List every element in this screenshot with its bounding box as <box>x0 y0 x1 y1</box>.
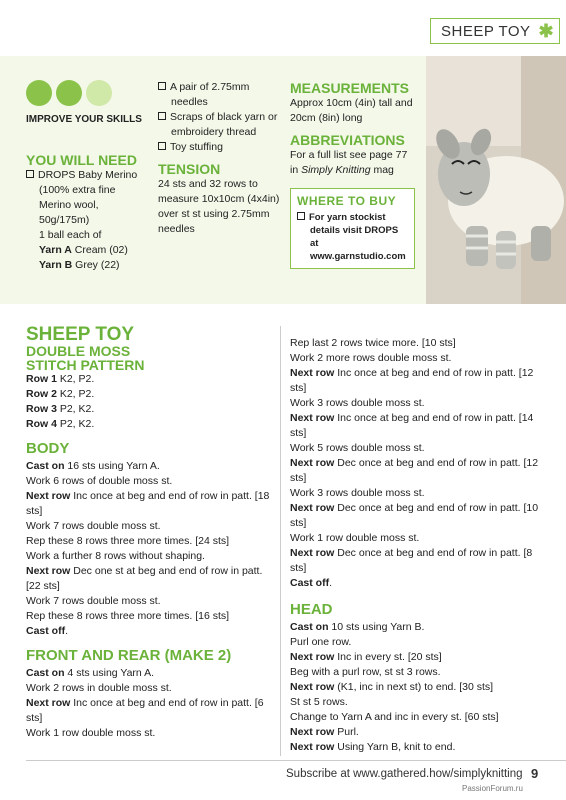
pattern-row: Row 3 P2, K2. <box>26 403 95 415</box>
instruction-line: Next row Inc once at beg and end of row in patt. [12 sts] <box>290 367 534 394</box>
instruction-line: Cast on 10 sts using Yarn B. <box>290 621 425 633</box>
where-to-buy-box <box>290 188 415 269</box>
checkbox-icon <box>158 82 166 90</box>
head-instructions <box>290 620 540 755</box>
sheep-photo <box>426 56 566 304</box>
instruction-line: Work a further 8 rows without shaping. <box>26 550 205 562</box>
stitch-rows <box>26 372 276 432</box>
page-title: SHEEP TOY <box>441 22 531 40</box>
pattern-row: Row 2 K2, P2. <box>26 388 95 400</box>
instruction-line: Cast off. <box>290 577 333 589</box>
yarn-ball-icon <box>86 80 112 106</box>
instruction-line: Next row Inc once at beg and end of row in patt. [18 sts] <box>26 490 270 517</box>
skill-rating <box>26 80 144 106</box>
instruction-line: Next row Purl. <box>290 726 359 738</box>
instruction-line: Work 1 row double moss st. <box>26 727 156 739</box>
instruction-line: Cast on 4 sts using Yarn A. <box>26 667 155 679</box>
instruction-line: Rep these 8 rows three more times. [24 sts] <box>26 535 230 547</box>
instruction-line: Next row Inc once at beg and end of row in patt. [6 sts] <box>26 697 264 724</box>
instruction-line: Work 2 rows in double moss st. <box>26 682 172 694</box>
pattern-row: Row 4 P2, K2. <box>26 418 95 430</box>
pattern-left-column <box>26 326 276 741</box>
instruction-line: Rep last 2 rows twice more. [10 sts] <box>290 337 456 349</box>
yarn-ball-icon <box>56 80 82 106</box>
skill-level <box>26 80 144 125</box>
yarn-ball-icon <box>26 80 52 106</box>
instruction-line: Work 6 rows of double moss st. <box>26 475 173 487</box>
measurements-text: Approx 10cm (4in) tall and 20cm (8in) long <box>290 97 413 124</box>
materials-tension <box>158 80 283 237</box>
instruction-line: Next row Dec once at beg and end of row in patt. [10 sts] <box>290 502 539 529</box>
instruction-line: Next row Dec one st at beg and end of row in patt. [22 sts] <box>26 565 263 592</box>
abbreviations-title: ABBREVIATIONS <box>290 132 405 148</box>
needles-item: A pair of 2.75mm needles <box>158 80 283 110</box>
subscribe-link[interactable]: Subscribe at www.gathered.how/simplyknitting <box>286 768 523 780</box>
where-to-buy-text: For yarn stockist details visit DROPS at www.garnstudio.com <box>297 211 408 263</box>
measurements-abbrev <box>290 80 415 269</box>
ball-qty: 1 ball each of <box>39 229 102 241</box>
pattern-right-column <box>290 336 540 755</box>
front-rear-title: FRONT AND REAR (MAKE 2) <box>26 647 232 664</box>
header-tab <box>430 18 560 44</box>
checkbox-icon <box>158 142 166 150</box>
scraps-item: Scraps of black yarn or embroidery thread <box>158 110 283 140</box>
column-divider <box>280 326 281 756</box>
instruction-line: Change to Yarn A and inc in every st. [60 sts] <box>290 711 499 723</box>
instruction-line: Purl one row. <box>290 636 352 648</box>
front-rear-instructions <box>26 666 276 741</box>
where-to-buy-title: WHERE TO BUY <box>297 194 397 208</box>
front-rear-continued <box>290 336 540 591</box>
instruction-line: Work 3 rows double moss st. <box>290 487 425 499</box>
instruction-line: Beg with a purl row, st st 3 rows. <box>290 666 441 678</box>
page-number: 9 <box>531 766 539 781</box>
yarn-a: Yarn A Cream (02) <box>39 244 128 256</box>
abbreviations-text: For a full list see page 77 in Simply Knitting mag <box>290 149 408 176</box>
watermark: PassionForum.ru <box>462 784 523 793</box>
yarn-item: DROPS Baby Merino (100% extra fine Merino wool, 50g/175m) <box>26 168 148 228</box>
footer-rule <box>26 760 566 761</box>
pattern-title: SHEEP TOY <box>26 324 135 345</box>
tension-title: TENSION <box>158 161 221 177</box>
asterisk-icon: ✱ <box>538 21 554 41</box>
instruction-line: Next row Dec once at beg and end of row in patt. [12 sts] <box>290 457 539 484</box>
instruction-line: Work 7 rows double moss st. <box>26 595 161 607</box>
checkbox-icon <box>26 170 34 178</box>
instruction-line: Rep these 8 rows three more times. [16 sts] <box>26 610 230 622</box>
yarn-b: Yarn B Grey (22) <box>39 259 120 271</box>
you-will-need-title: YOU WILL NEED <box>26 152 137 168</box>
instruction-line: Work 5 rows double moss st. <box>290 442 425 454</box>
instruction-line: Next row Inc in every st. [20 sts] <box>290 651 442 663</box>
head-title: HEAD <box>290 601 333 618</box>
instruction-line: Next row (K1, inc in next st) to end. [30 sts] <box>290 681 494 693</box>
checkbox-icon <box>297 212 305 220</box>
body-title: BODY <box>26 440 70 457</box>
checkbox-icon <box>158 112 166 120</box>
pattern-row: Row 1 K2, P2. <box>26 373 95 385</box>
tension-text: 24 sts and 32 rows to measure 10x10cm (4x4in) over st st using 2.75mm needles <box>158 178 280 235</box>
instruction-line: Work 7 rows double moss st. <box>26 520 161 532</box>
pattern-subtitle: DOUBLE MOSS <box>26 343 131 359</box>
instruction-line: St st 5 rows. <box>290 696 348 708</box>
instruction-line: Next row Inc once at beg and end of row in patt. [14 sts] <box>290 412 534 439</box>
measurements-title: MEASUREMENTS <box>290 80 410 96</box>
body-instructions <box>26 459 276 639</box>
instruction-line: Work 2 more rows double moss st. <box>290 352 452 364</box>
instruction-line: Next row Dec once at beg and end of row in patt. [8 sts] <box>290 547 533 574</box>
stuffing-item: Toy stuffing <box>158 140 283 155</box>
pattern-subtitle: STITCH PATTERN <box>26 357 145 373</box>
instruction-line: Work 1 row double moss st. <box>290 532 420 544</box>
skills-label: IMPROVE YOUR SKILLS <box>26 114 142 125</box>
instruction-line: Next row Using Yarn B, knit to end. <box>290 741 456 753</box>
instruction-line: Work 3 rows double moss st. <box>290 397 425 409</box>
instruction-line: Cast off. <box>26 625 69 637</box>
instruction-line: Cast on 16 sts using Yarn A. <box>26 460 160 472</box>
you-will-need <box>26 152 148 273</box>
